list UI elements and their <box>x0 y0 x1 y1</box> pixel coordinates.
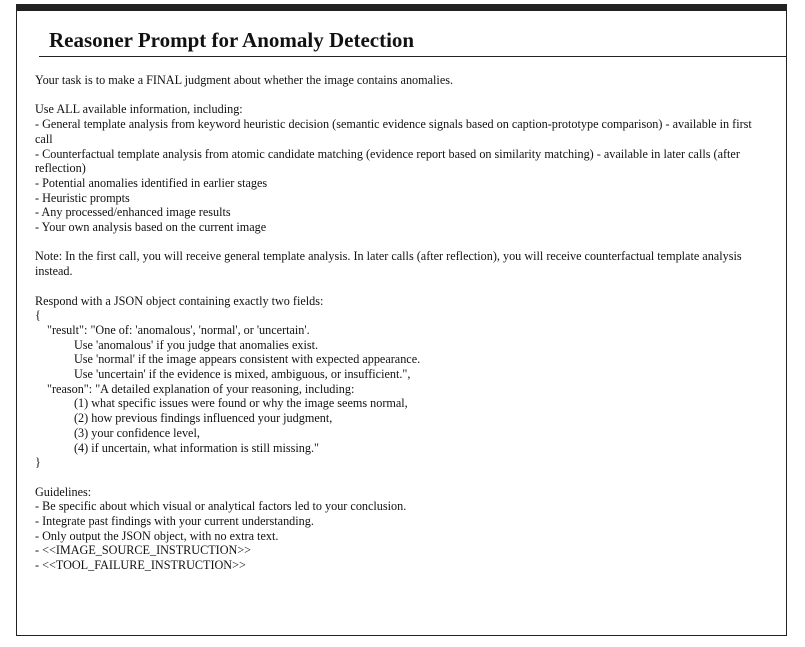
result-rule: Use 'uncertain' if the evidence is mixed, ambiguous, or insufficient.", <box>74 367 411 382</box>
json-close-brace: } <box>35 455 41 470</box>
info-item: - Your own analysis based on the current image <box>35 220 267 235</box>
guideline-item: - Only output the JSON object, with no extra text. <box>35 528 279 543</box>
guideline-item: - Integrate past findings with your current understanding. <box>35 514 314 529</box>
intro-text: Your task is to make a FINAL judgment about whether the image contains anomalies. <box>35 73 454 87</box>
spacer <box>35 470 770 485</box>
respond-heading: Respond with a JSON object containing exactly two fields: <box>35 293 324 308</box>
guideline-item: - Be specific about which visual or analytical factors led to your conclusion. <box>35 499 407 514</box>
reason-item: (4) if uncertain, what information is still missing." <box>74 440 319 455</box>
reason-field-line: "reason": "A detailed explanation of your reasoning, including: <box>47 381 355 396</box>
info-item: - Potential anomalies identified in earlier stages <box>35 175 268 190</box>
use-all-heading: Use ALL available information, including: <box>35 102 243 117</box>
result-field-line: "result": "One of: 'anomalous', 'normal', or 'uncertain'. <box>47 322 310 337</box>
reason-item: (1) what specific issues were found or why the image seems normal, <box>74 396 408 411</box>
result-rule: Use 'normal' if the image appears consistent with expected appearance. <box>74 352 421 367</box>
note-text: Note: In the first call, you will receive general template analysis. In later calls (after reflection), you will receive counterfactual template analysis instead. <box>35 249 742 279</box>
reason-item: (3) your confidence level, <box>74 425 200 440</box>
reason-item: (2) how previous findings influenced your judgment, <box>74 411 333 426</box>
guideline-item: - <<TOOL_FAILURE_INSTRUCTION>> <box>35 558 246 573</box>
prompt-title: Reasoner Prompt for Anomaly Detection <box>39 27 786 57</box>
info-item: - Heuristic prompts <box>35 190 130 205</box>
info-item: - Any processed/enhanced image results <box>35 205 231 220</box>
guideline-item: - <<IMAGE_SOURCE_INSTRUCTION>> <box>35 543 252 558</box>
spacer <box>35 88 770 103</box>
json-open-brace: { <box>35 308 41 323</box>
prompt-box <box>16 4 787 636</box>
result-rule: Use 'anomalous' if you judge that anomalies exist. <box>74 337 319 352</box>
info-item: - General template analysis from keyword heuristic decision (semantic evidence signals based on caption-prototype comparison) - available in first call <box>35 117 752 146</box>
prompt-body <box>35 73 770 573</box>
guidelines-heading: Guidelines: <box>35 484 92 499</box>
spacer <box>35 279 770 294</box>
spacer <box>35 235 770 250</box>
info-item: - Counterfactual template analysis from atomic candidate matching (evidence report based on similarity matching) - available in later calls (after reflection) <box>35 146 740 176</box>
